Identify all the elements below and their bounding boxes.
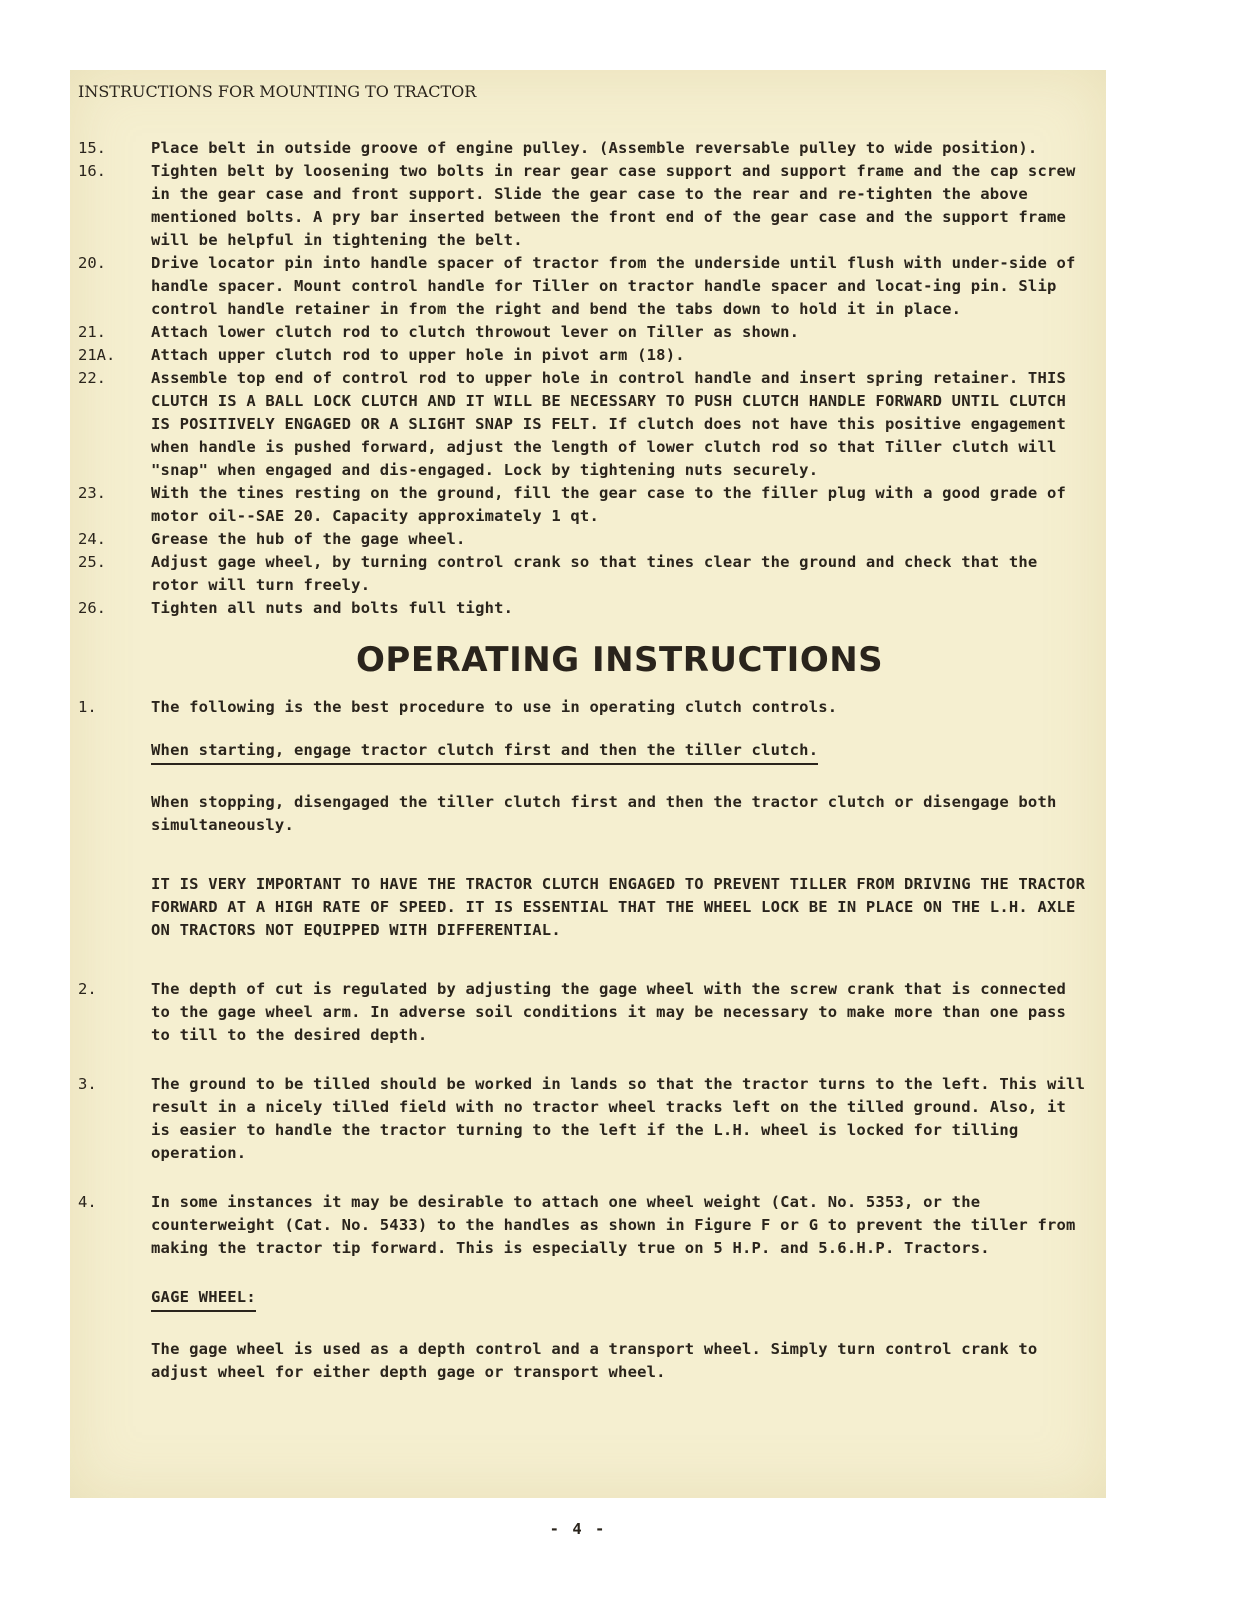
page-number: - 4 - — [549, 1520, 607, 1538]
list-item — [78, 344, 1088, 367]
list-item — [78, 597, 1088, 620]
list-item — [78, 137, 1088, 160]
step-number: 21A. — [78, 346, 116, 364]
step-text: Attach upper clutch rod to upper hole in pivot arm (18). — [151, 346, 685, 364]
step-text: The ground to be tilled should be worked in lands so that the tractor turns to the left. This will result in a nicely tilled field with no tractor wheel tracks left on the tilled ground. Also, it is easier to handle the tractor turning to the left if the L.H. wheel is locked for tilling operation. — [151, 1075, 1086, 1162]
clutch-warning: IT IS VERY IMPORTANT TO HAVE THE TRACTOR CLUTCH ENGAGED TO PREVENT TILLER FROM DRIVING THE TRACTOR FORWARD AT A HIGH RATE OF SPEED. IT IS ESSENTIAL THAT THE WHEEL LOCK BE IN PLACE ON THE L.H. AXLE ON TRACTORS NOT EQUIPPED WITH DIFFERENTIAL. — [151, 875, 1086, 939]
gage-wheel-heading: GAGE WHEEL: — [151, 1286, 256, 1312]
step-number: 1. — [78, 698, 97, 716]
step-text: The following is the best procedure to use in operating clutch controls. — [151, 698, 838, 716]
operating-item-3 — [78, 1073, 1088, 1165]
step-text: Tighten belt by loosening two bolts in rear gear case support and support frame and the cap screw in the gear case and front support. Slide the gear case to the rear and re-tighten the above mentioned bolts. A pry bar inserted between the front end of the gear case and the support frame will be helpful in tightening the belt. — [151, 162, 1076, 249]
step-text: Grease the hub of the gage wheel. — [151, 530, 466, 548]
step-number: 22. — [78, 369, 106, 387]
list-item — [78, 321, 1088, 344]
step-text: Adjust gage wheel, by turning control crank so that tines clear the ground and check that the rotor will turn freely. — [151, 553, 1038, 594]
document — [78, 82, 1088, 1538]
step-text: Tighten all nuts and bolts full tight. — [151, 599, 514, 617]
step-text: Assemble top end of control rod to upper hole in control handle and insert spring retainer. THIS CLUTCH IS A BALL LOCK CLUTCH AND IT WILL BE NECESSARY TO PUSH CLUTCH HANDLE FORWARD UNTIL CLUTCH IS POSITIVELY ENGAGED OR A SLIGHT SNAP IS FELT. If clutch does not have this positive engagement when handle is pushed forward, adjust the length of lower clutch rod so that Tiller clutch will "snap" when engaged and dis-engaged. Lock by tightening nuts securely. — [151, 369, 1067, 479]
mounting-steps-list — [78, 137, 1088, 620]
gage-wheel-text: The gage wheel is used as a depth control and a transport wheel. Simply turn control crank to adjust wheel for either depth gage or transport wheel. — [151, 1340, 1038, 1381]
list-item — [78, 551, 1088, 597]
operating-item-1 — [78, 696, 1088, 719]
list-item — [78, 528, 1088, 551]
step-number: 21. — [78, 323, 106, 341]
list-item — [78, 252, 1088, 321]
page-header: INSTRUCTIONS FOR MOUNTING TO TRACTOR — [78, 82, 477, 101]
step-number: 16. — [78, 162, 106, 180]
step-number: 15. — [78, 139, 106, 157]
step-number: 26. — [78, 599, 106, 617]
list-item — [78, 482, 1088, 528]
step-text: With the tines resting on the ground, fill the gear case to the filler plug with a good grade of motor oil--SAE 20. Capacity approximately 1 qt. — [151, 484, 1067, 525]
operating-instructions-title: OPERATING INSTRUCTIONS — [356, 640, 884, 680]
stopping-procedure: When stopping, disengaged the tiller clutch first and then the tractor clutch or disengage both simultaneously. — [151, 793, 1057, 834]
step-number: 23. — [78, 484, 106, 502]
step-number: 3. — [78, 1075, 97, 1093]
operating-item-4 — [78, 1191, 1088, 1260]
step-number: 2. — [78, 980, 97, 998]
list-item — [78, 367, 1088, 482]
step-text: Attach lower clutch rod to clutch throwout lever on Tiller as shown. — [151, 323, 800, 341]
starting-procedure-underlined: When starting, engage tractor clutch first and then the tiller clutch. — [151, 739, 818, 765]
step-text: Drive locator pin into handle spacer of tractor from the underside until flush with under-side of handle spacer. Mount control handle for Tiller on tractor handle spacer and locat-ing pin. Slip control handle retainer in from the right and bend the tabs down to hold it in place. — [151, 254, 1076, 318]
list-item — [78, 160, 1088, 252]
step-text: Place belt in outside groove of engine pulley. (Assemble reversable pulley to wide position). — [151, 139, 1038, 157]
step-number: 24. — [78, 530, 106, 548]
step-text: In some instances it may be desirable to attach one wheel weight (Cat. No. 5353, or the counterweight (Cat. No. 5433) to the handles as shown in Figure F or G to prevent the tiller from making the tractor tip forward. This is especially true on 5 H.P. and 5.6.H.P. Tractors. — [151, 1193, 1076, 1257]
step-text: The depth of cut is regulated by adjusting the gage wheel with the screw crank that is connected to the gage wheel arm. In adverse soil conditions it may be necessary to make more than one pass to till to the desired depth. — [151, 980, 1067, 1044]
step-number: 20. — [78, 254, 106, 272]
step-number: 4. — [78, 1193, 97, 1211]
step-number: 25. — [78, 553, 106, 571]
operating-item-2 — [78, 978, 1088, 1047]
